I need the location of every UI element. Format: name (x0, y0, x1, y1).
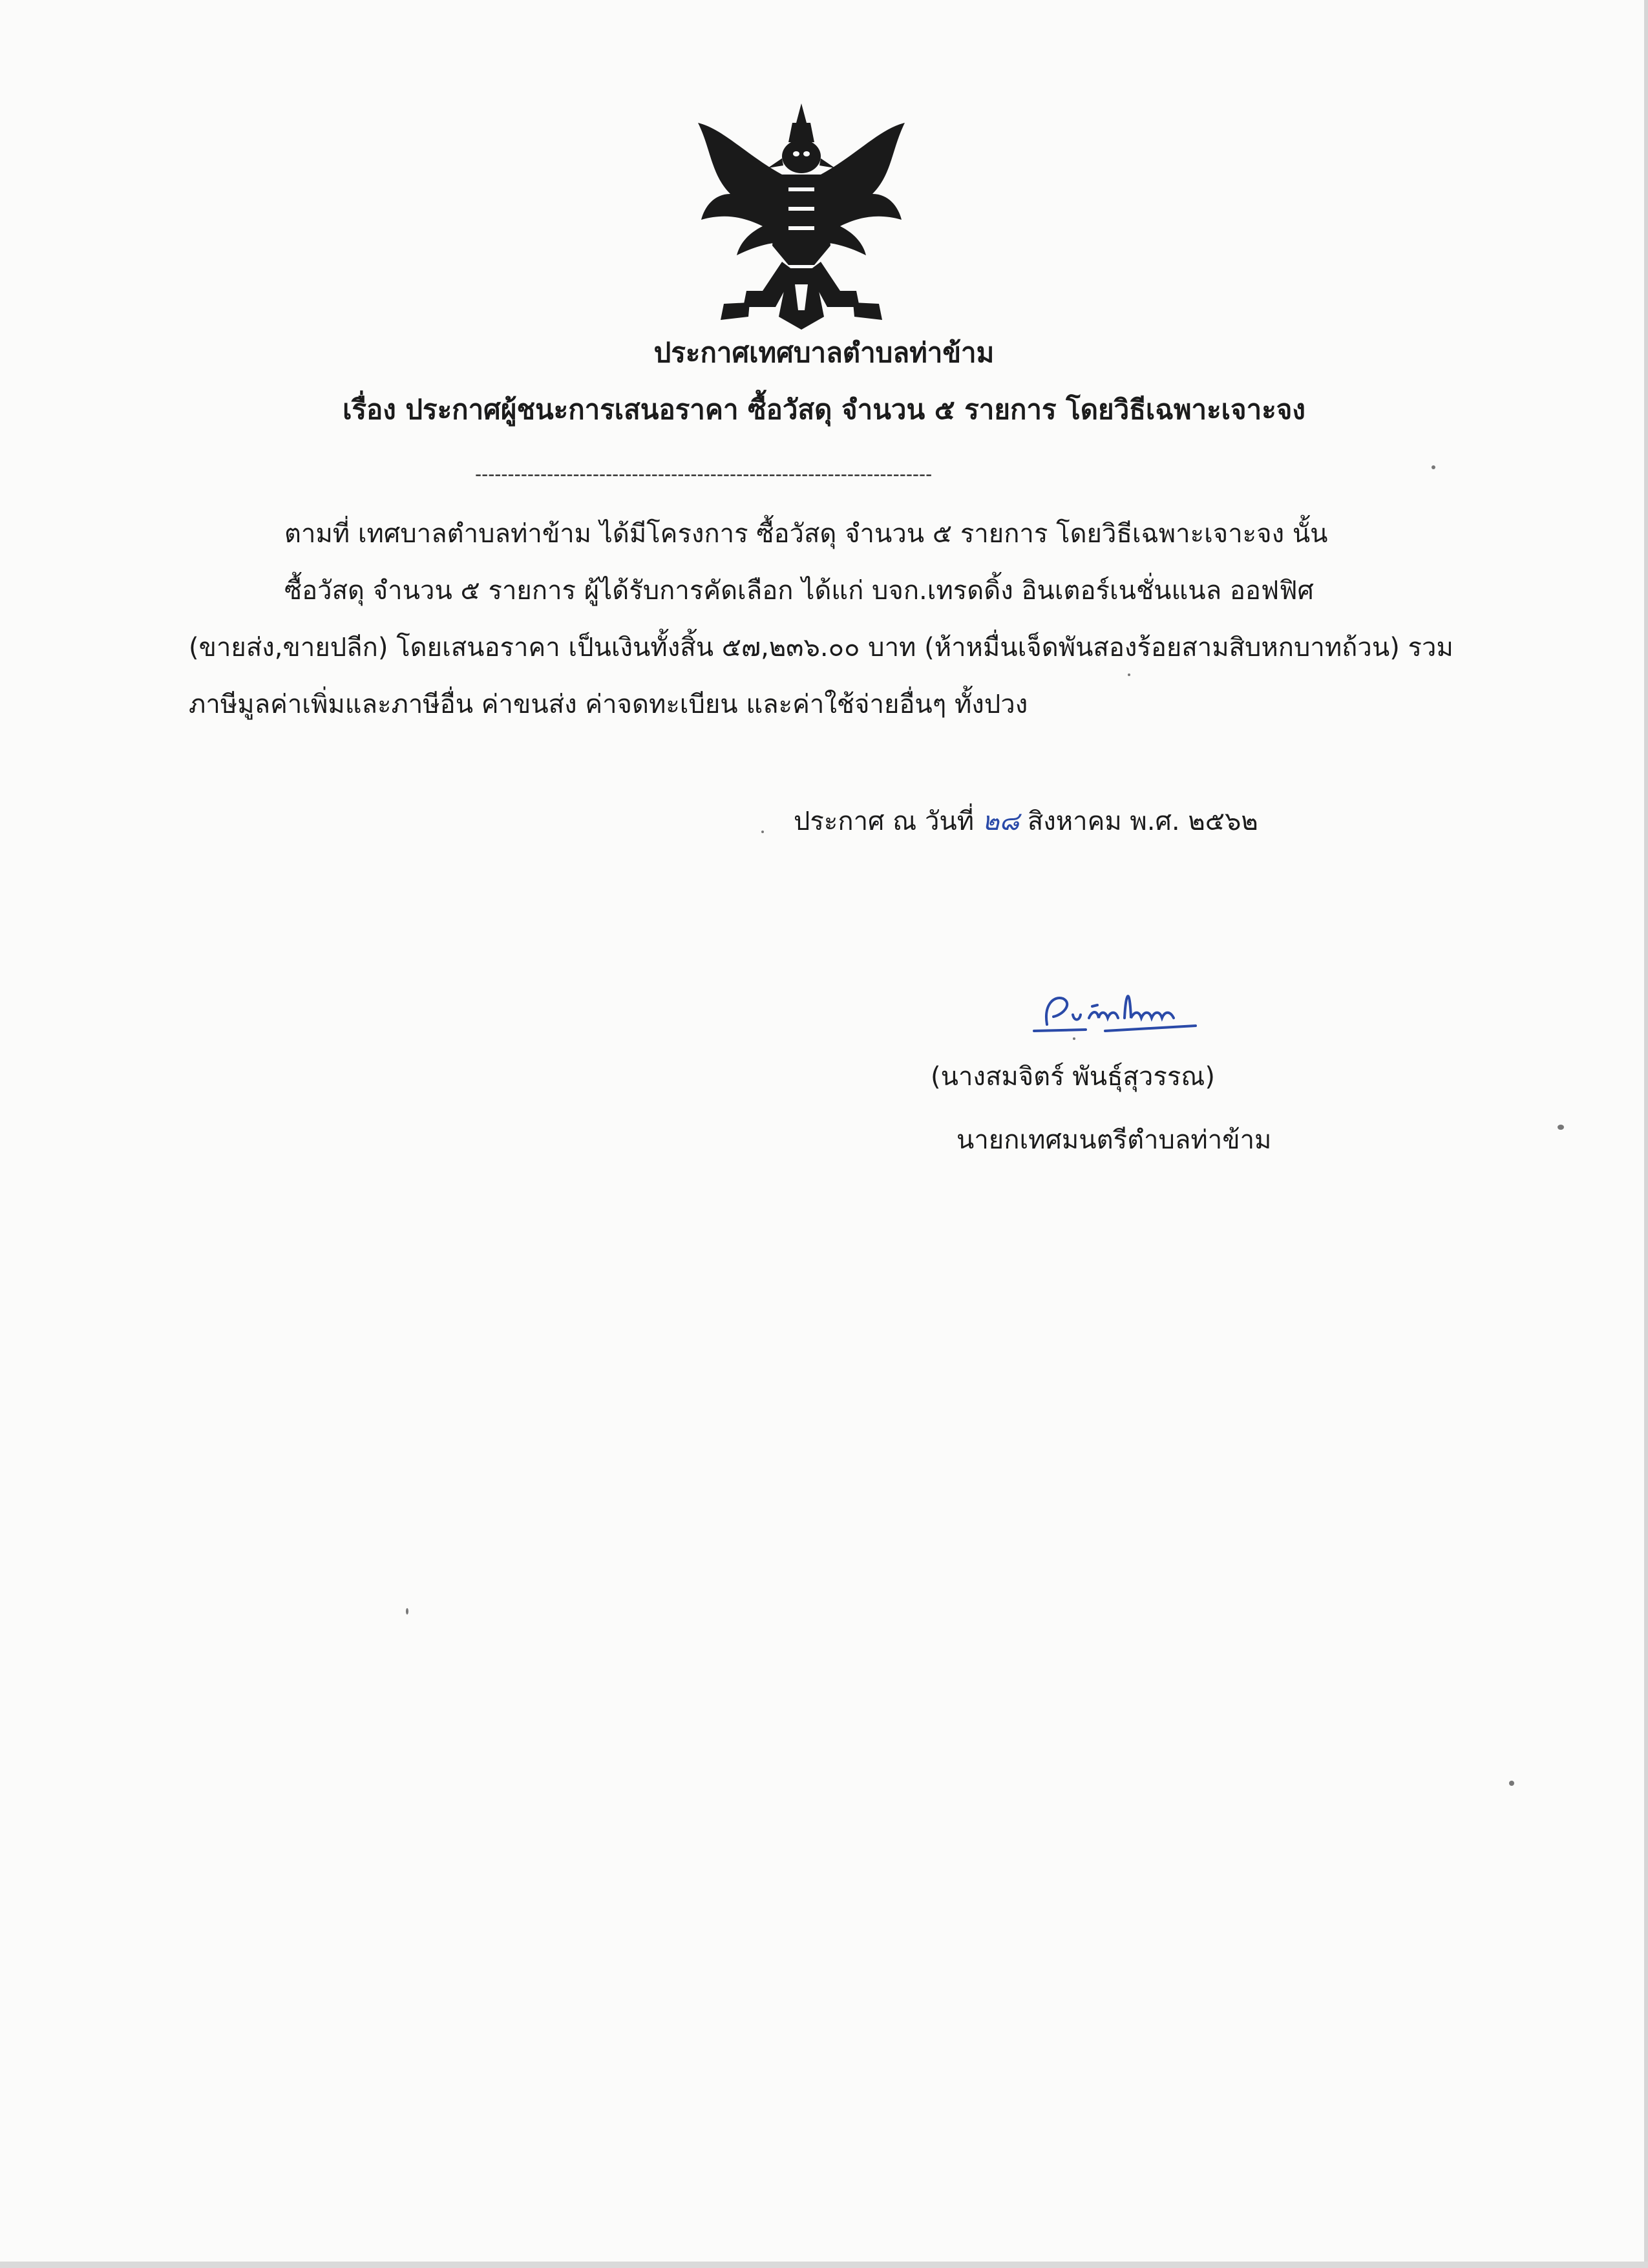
scan-speck (1128, 673, 1130, 676)
document-title: ประกาศเทศบาลตำบลท่าข้าม (653, 337, 995, 368)
scan-speck (1509, 1781, 1514, 1786)
scan-speck (761, 831, 764, 833)
scan-speck (1073, 1037, 1075, 1040)
body-paragraph-2-line-1: ซื้อวัสดุ จำนวน ๕ รายการ ผู้ได้รับการคัดเลือก ได้แก่ บจก.เทรดดิ้ง อินเตอร์เนชั่นแนล ออฟฟิศ (284, 576, 1314, 606)
signature-mark (1028, 979, 1221, 1044)
body-paragraph-1-line-1: ตามที่ เทศบาลตำบลท่าข้าม ได้มีโครงการ ซื้อวัสดุ จำนวน ๕ รายการ โดยวิธีเฉพาะเจาะจง นั้น (284, 519, 1328, 549)
announce-month-year: สิงหาคม พ.ศ. ๒๕๖๒ (1027, 807, 1258, 836)
signatory-name: (นางสมจิตร์ พันธุ์สุวรรณ) (931, 1062, 1216, 1092)
body-paragraph-2-line-2: (ขายส่ง,ขายปลีก) โดยเสนอราคา เป็นเงินทั้งสิ้น ๕๗,๒๓๖.๐๐ บาท (ห้าหมื่นเจ็ดพันสองร้อยสามสิบหกบาทถ้วน) รวม (189, 633, 1453, 662)
scan-speck (1431, 465, 1435, 469)
document-subject: เรื่อง ประกาศผู้ชนะการเสนอราคา ซื้อวัสดุ จำนวน ๕ รายการ โดยวิธีเฉพาะเจาะจง (343, 394, 1305, 425)
announce-prefix: ประกาศ ณ วันที่ (794, 807, 975, 836)
announce-date-line (794, 805, 1258, 838)
scan-speck (1558, 1125, 1564, 1130)
signatory-position: นายกเทศมนตรีตำบลท่าข้าม (956, 1125, 1272, 1155)
garuda-emblem-icon (685, 97, 918, 336)
scan-edge-bottom (0, 2262, 1648, 2268)
scan-speck (406, 1608, 408, 1615)
announce-day: ๒๘ (982, 807, 1020, 836)
body-paragraph-2-line-3: ภาษีมูลค่าเพิ่มและภาษีอื่น ค่าขนส่ง ค่าจดทะเบียน และค่าใช้จ่ายอื่นๆ ทั้งปวง (189, 690, 1028, 719)
separator-line: ---------------------------------------------------------------------- (475, 463, 933, 485)
